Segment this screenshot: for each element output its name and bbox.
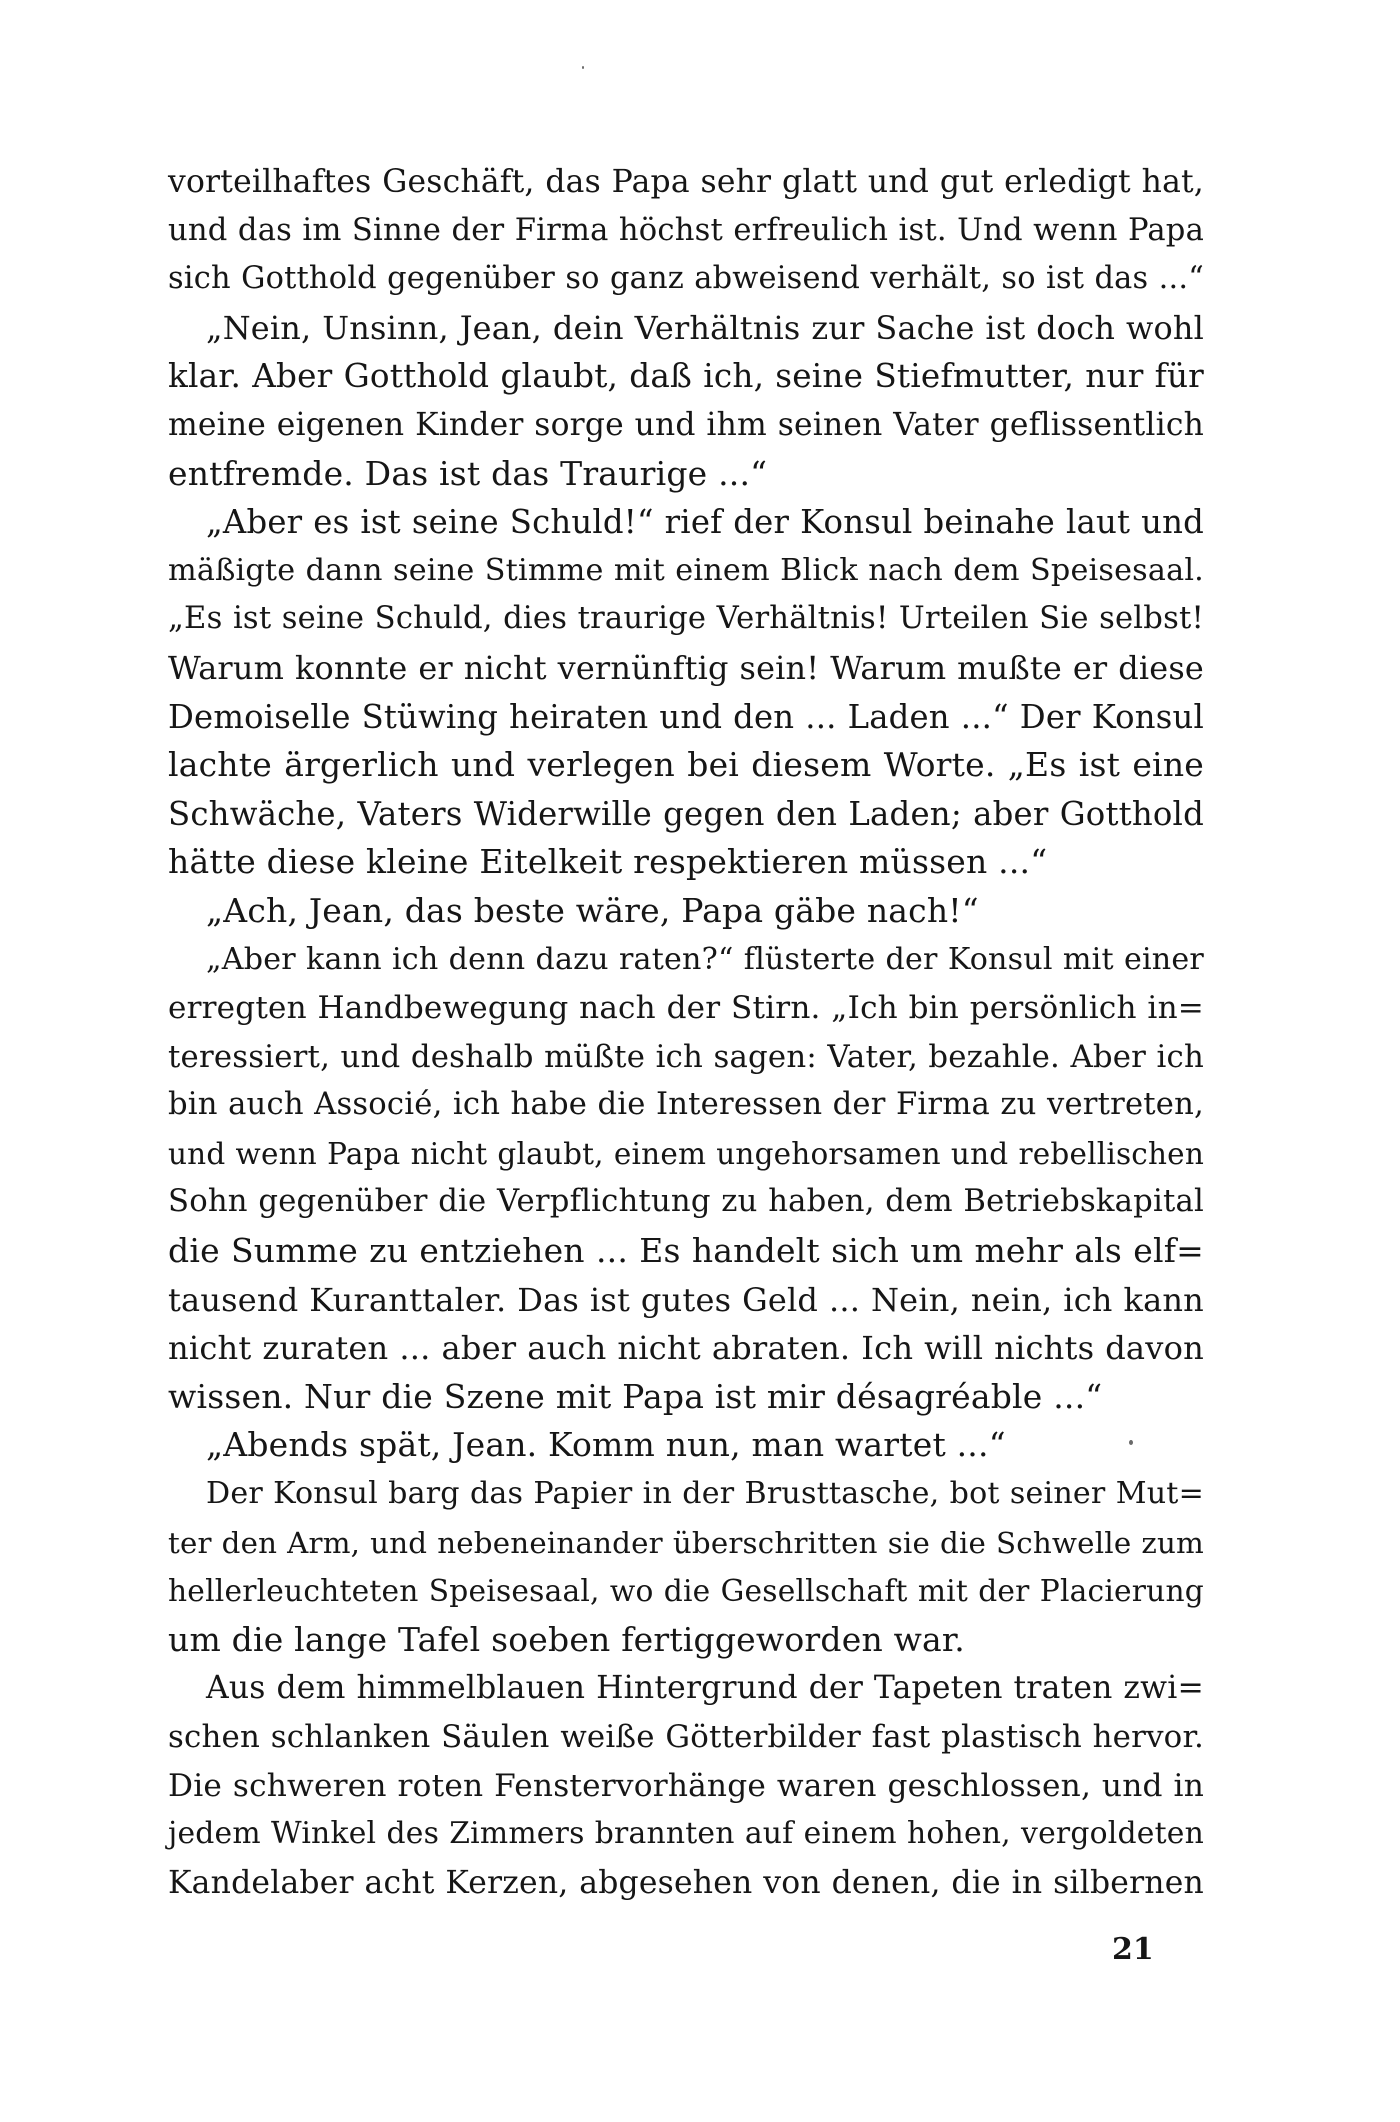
text-line: um die lange Tafel soeben fertiggeworden war. — [168, 1619, 965, 1659]
text-line: schen schlanken Säulen weiße Götterbilder fast plastisch hervor. — [168, 1719, 1204, 1755]
text-line: „Ach, Jean, das beste wäre, Papa gäbe nach!“ — [206, 890, 979, 930]
text-line: vorteilhaftes Geschäft, das Papa sehr glatt und gut erledigt hat, — [168, 164, 1204, 200]
text-line: „Nein, Unsinn, Jean, dein Verhältnis zur Sache ist doch wohl — [206, 308, 1204, 347]
print-speck — [582, 66, 584, 69]
text-line: ter den Arm, und nebeneinander überschritten sie die Schwelle zum — [168, 1525, 1204, 1560]
text-line: erregten Handbewegung nach der Stirn. „Ich bin persönlich in= — [168, 990, 1204, 1027]
text-line: die Summe zu entziehen ... Es handelt sich um mehr als elf= — [168, 1231, 1204, 1271]
text-line: wissen. Nur die Szene mit Papa ist mir désagréable ...“ — [168, 1376, 1103, 1416]
text-line: hellerleuchteten Speisesaal, wo die Gesellschaft mit der Placierung — [168, 1573, 1204, 1609]
text-line: tausend Kuranttaler. Das ist gutes Geld ... Nein, nein, ich kann — [168, 1280, 1204, 1319]
text-line: „Abends spät, Jean. Komm nun, man wartet ...“ — [206, 1425, 1006, 1465]
text-line: „Aber kann ich denn dazu raten?“ flüsterte der Konsul mit einer — [206, 941, 1204, 977]
text-line: „Aber es ist seine Schuld!“ rief der Konsul beinahe laut und — [206, 503, 1204, 542]
text-line: Demoiselle Stüwing heiraten und den ... Laden ...“ Der Konsul — [168, 697, 1204, 736]
text-line: lachte ärgerlich und verlegen bei diesem Worte. „Es ist eine — [168, 745, 1204, 785]
text-line: Der Konsul barg das Papier in der Brusttasche, bot seiner Mut= — [206, 1476, 1204, 1512]
text-line: bin auch Associé, ich habe die Interessen der Firma zu vertreten, — [168, 1087, 1204, 1123]
text-line: entfremde. Das ist das Traurige ...“ — [168, 453, 768, 493]
text-line: Die schweren roten Fenstervorhänge waren geschlossen, und in — [168, 1767, 1204, 1804]
body-text — [168, 158, 1204, 1907]
text-line: klar. Aber Gotthold glaubt, daß ich, seine Stiefmutter, nur für — [168, 357, 1204, 396]
text-line: jedem Winkel des Zimmers brannten auf einem hohen, vergoldeten — [168, 1816, 1204, 1852]
text-line: und wenn Papa nicht glaubt, einem ungehorsamen und rebellischen — [168, 1136, 1204, 1171]
text-line: Sohn gegenüber die Verpflichtung zu haben, dem Betriebskapital — [168, 1184, 1204, 1220]
text-line: Aus dem himmelblauen Hintergrund der Tapeten traten zwi= — [206, 1670, 1204, 1707]
text-line: „Es ist seine Schuld, dies traurige Verhältnis! Urteilen Sie selbst! — [168, 601, 1204, 637]
text-line: Warum konnte er nicht vernünftig sein! Warum mußte er diese — [168, 648, 1204, 687]
page-number: 21 — [1112, 1932, 1154, 1967]
print-speck — [1129, 1440, 1133, 1445]
text-line: meine eigenen Kinder sorge und ihm seinen Vater geflissentlich — [168, 406, 1204, 443]
text-line: Schwäche, Vaters Widerwille gegen den Laden; aber Gotthold — [168, 794, 1204, 833]
text-line: teressiert, und deshalb müßte ich sagen: Vater, bezahle. Aber ich — [168, 1038, 1204, 1075]
text-line: nicht zuraten ... aber auch nicht abraten. Ich will nichts davon — [168, 1329, 1204, 1368]
text-line: Kandelaber acht Kerzen, abgesehen von denen, die in silbernen — [168, 1864, 1204, 1901]
text-line: und das im Sinne der Firma höchst erfreulich ist. Und wenn Papa — [168, 212, 1204, 248]
text-line: mäßigte dann seine Stimme mit einem Blick nach dem Speisesaal. — [168, 552, 1204, 588]
text-line: sich Gotthold gegenüber so ganz abweisend verhält, so ist das ...“ — [168, 261, 1204, 297]
text-line: hätte diese kleine Eitelkeit respektieren müssen ...“ — [168, 842, 1048, 882]
